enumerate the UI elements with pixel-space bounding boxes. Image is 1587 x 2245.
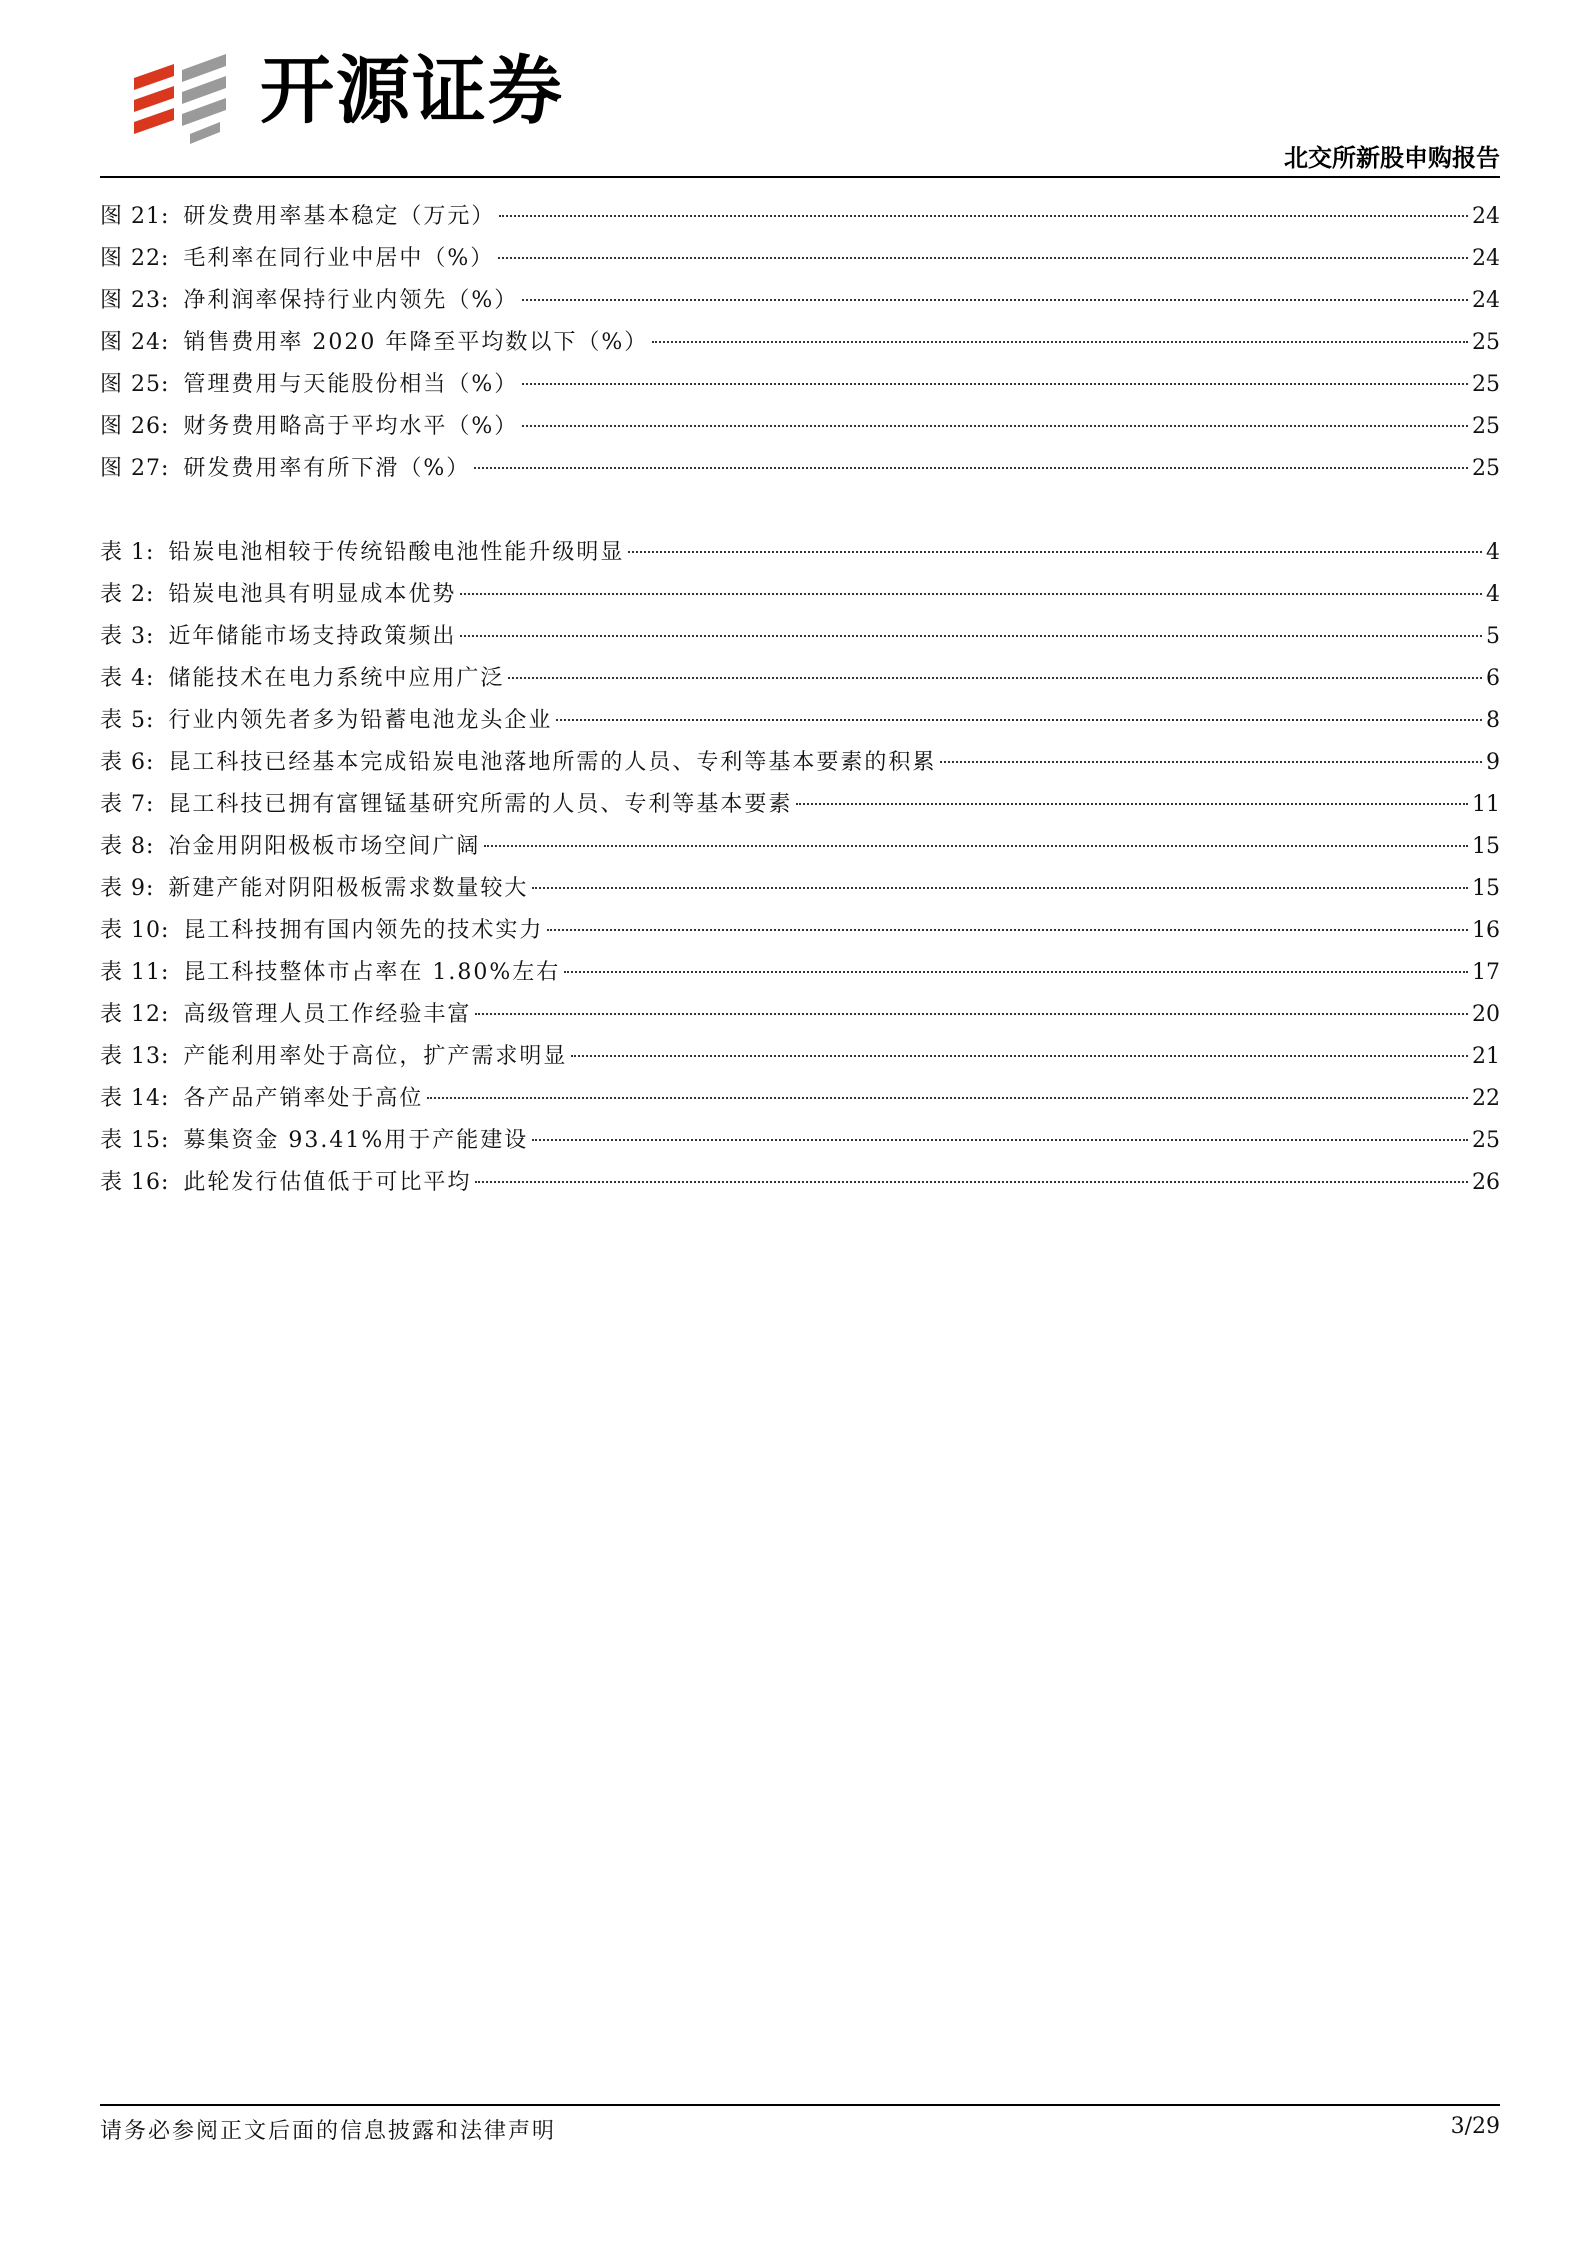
toc-entry[interactable] (100, 868, 1500, 910)
toc-entry[interactable] (100, 784, 1500, 826)
toc-leader (522, 425, 1468, 427)
toc-leader (484, 845, 1468, 847)
toc-entry[interactable] (100, 616, 1500, 658)
toc-title: 铅炭电池相较于传统铅酸电池性能升级明显 (168, 540, 625, 565)
toc-label: 图 25: (100, 372, 170, 397)
toc-label: 表 1: (100, 540, 155, 565)
toc-entry[interactable] (100, 826, 1500, 868)
toc-leader (532, 887, 1468, 889)
toc-leader (564, 971, 1468, 973)
toc-leader (460, 593, 1482, 595)
toc-leader (475, 1181, 1468, 1183)
toc-entry[interactable] (100, 532, 1500, 574)
toc-entry[interactable] (100, 742, 1500, 784)
toc-page: 25 (1472, 330, 1500, 355)
toc-leader (940, 761, 1482, 763)
toc-entry[interactable] (100, 700, 1500, 742)
toc-page: 16 (1472, 918, 1500, 943)
toc-title: 近年储能市场支持政策频出 (168, 624, 457, 649)
toc-label: 图 24: (100, 330, 170, 355)
toc-entry[interactable] (100, 1120, 1500, 1162)
toc-label: 表 14: (100, 1086, 170, 1111)
toc-entry[interactable] (100, 238, 1500, 280)
toc-page: 20 (1472, 1002, 1500, 1027)
toc-label: 表 2: (100, 582, 155, 607)
toc-label: 表 4: (100, 666, 155, 691)
toc-title: 毛利率在同行业中居中（%） (183, 246, 495, 271)
report-type: 北交所新股申购报告 (1284, 144, 1500, 172)
toc-entry[interactable] (100, 280, 1500, 322)
toc-label: 表 12: (100, 1002, 170, 1027)
toc-page: 15 (1472, 876, 1500, 901)
toc-title: 新建产能对阴阳极板需求数量较大 (168, 876, 529, 901)
toc-entry[interactable] (100, 448, 1500, 490)
toc-entry[interactable] (100, 364, 1500, 406)
toc-leader (427, 1097, 1468, 1099)
toc-label: 表 11: (100, 960, 170, 985)
toc-title: 冶金用阴阳极板市场空间广阔 (168, 834, 481, 859)
toc-leader (498, 257, 1468, 259)
toc-title: 昆工科技已经基本完成铅炭电池落地所需的人员、专利等基本要素的积累 (168, 750, 937, 775)
toc-entry[interactable] (100, 994, 1500, 1036)
toc-title: 储能技术在电力系统中应用广泛 (168, 666, 505, 691)
toc-entry[interactable] (100, 322, 1500, 364)
toc-page: 26 (1472, 1170, 1500, 1195)
toc-leader (796, 803, 1468, 805)
toc-page: 25 (1472, 456, 1500, 481)
toc-page: 24 (1472, 288, 1500, 313)
toc-title: 研发费用率有所下滑（%） (183, 456, 471, 481)
toc-title: 昆工科技整体市占率在 1.80%左右 (183, 960, 561, 985)
toc-title: 行业内领先者多为铅蓄电池龙头企业 (168, 708, 553, 733)
toc-leader (522, 383, 1468, 385)
toc-title: 各产品产销率处于高位 (183, 1086, 424, 1111)
toc-title: 销售费用率 2020 年降至平均数以下（%） (183, 330, 649, 355)
toc-leader (474, 467, 1468, 469)
toc-title: 高级管理人员工作经验丰富 (183, 1002, 472, 1027)
brand-name: 开源证券 (260, 48, 564, 134)
toc-entry[interactable] (100, 658, 1500, 700)
toc-entry[interactable] (100, 574, 1500, 616)
toc-label: 表 3: (100, 624, 155, 649)
toc-page: 4 (1486, 582, 1500, 607)
toc-title: 昆工科技拥有国内领先的技术实力 (183, 918, 544, 943)
kaiyuan-logo-icon (130, 48, 240, 148)
toc-title: 此轮发行估值低于可比平均 (183, 1170, 472, 1195)
toc-page: 6 (1486, 666, 1500, 691)
toc-label: 图 27: (100, 456, 170, 481)
toc-leader (532, 1139, 1468, 1141)
toc-leader (460, 635, 1482, 637)
toc-page: 25 (1472, 414, 1500, 439)
toc-page: 21 (1472, 1044, 1500, 1069)
toc-label: 图 21: (100, 204, 170, 229)
table-list (100, 532, 1500, 1204)
toc-page: 9 (1486, 750, 1500, 775)
header-divider (100, 176, 1500, 178)
toc-page: 25 (1472, 372, 1500, 397)
toc-title: 净利润率保持行业内领先（%） (183, 288, 519, 313)
toc-title: 产能利用率处于高位，扩产需求明显 (183, 1044, 568, 1069)
toc-label: 表 15: (100, 1128, 170, 1153)
toc-label: 表 9: (100, 876, 155, 901)
toc-label: 表 6: (100, 750, 155, 775)
toc-label: 表 8: (100, 834, 155, 859)
toc-leader (475, 1013, 1468, 1015)
toc-page: 4 (1486, 540, 1500, 565)
toc-leader (499, 215, 1468, 217)
toc-entry[interactable] (100, 910, 1500, 952)
toc-page: 5 (1486, 624, 1500, 649)
toc-label: 表 16: (100, 1170, 170, 1195)
toc-entry[interactable] (100, 196, 1500, 238)
footer-divider (100, 2104, 1500, 2106)
footer-disclaimer: 请务必参阅正文后面的信息披露和法律声明 (100, 2119, 557, 2144)
toc-title: 募集资金 93.41%用于产能建设 (183, 1128, 529, 1153)
toc-label: 表 7: (100, 792, 155, 817)
toc-label: 图 22: (100, 246, 170, 271)
toc-title: 研发费用率基本稳定（万元） (183, 204, 496, 229)
toc-label: 表 5: (100, 708, 155, 733)
toc-label: 表 10: (100, 918, 170, 943)
toc-entry[interactable] (100, 1078, 1500, 1120)
toc-page: 25 (1472, 1128, 1500, 1153)
toc-title: 财务费用略高于平均水平（%） (183, 414, 519, 439)
toc-entry[interactable] (100, 1162, 1500, 1204)
toc-title: 铅炭电池具有明显成本优势 (168, 582, 457, 607)
page-header (100, 40, 1500, 180)
toc-leader (522, 299, 1468, 301)
toc-page: 24 (1472, 246, 1500, 271)
toc-title: 昆工科技已拥有富锂锰基研究所需的人员、专利等基本要素 (168, 792, 793, 817)
table-of-contents (100, 196, 1500, 1204)
toc-label: 图 23: (100, 288, 170, 313)
toc-leader (571, 1055, 1468, 1057)
toc-label: 表 13: (100, 1044, 170, 1069)
toc-page: 17 (1472, 960, 1500, 985)
toc-page: 8 (1486, 708, 1500, 733)
toc-entry[interactable] (100, 406, 1500, 448)
page-number: 3/29 (1450, 2114, 1500, 2139)
toc-page: 22 (1472, 1086, 1500, 1111)
toc-page: 24 (1472, 204, 1500, 229)
toc-leader (547, 929, 1468, 931)
toc-leader (508, 677, 1482, 679)
toc-title: 管理费用与天能股份相当（%） (183, 372, 519, 397)
figure-list (100, 196, 1500, 490)
toc-leader (652, 341, 1468, 343)
toc-leader (628, 551, 1482, 553)
toc-label: 图 26: (100, 414, 170, 439)
toc-leader (556, 719, 1482, 721)
toc-entry[interactable] (100, 1036, 1500, 1078)
toc-page: 15 (1472, 834, 1500, 859)
toc-page: 11 (1472, 792, 1500, 817)
toc-entry[interactable] (100, 952, 1500, 994)
